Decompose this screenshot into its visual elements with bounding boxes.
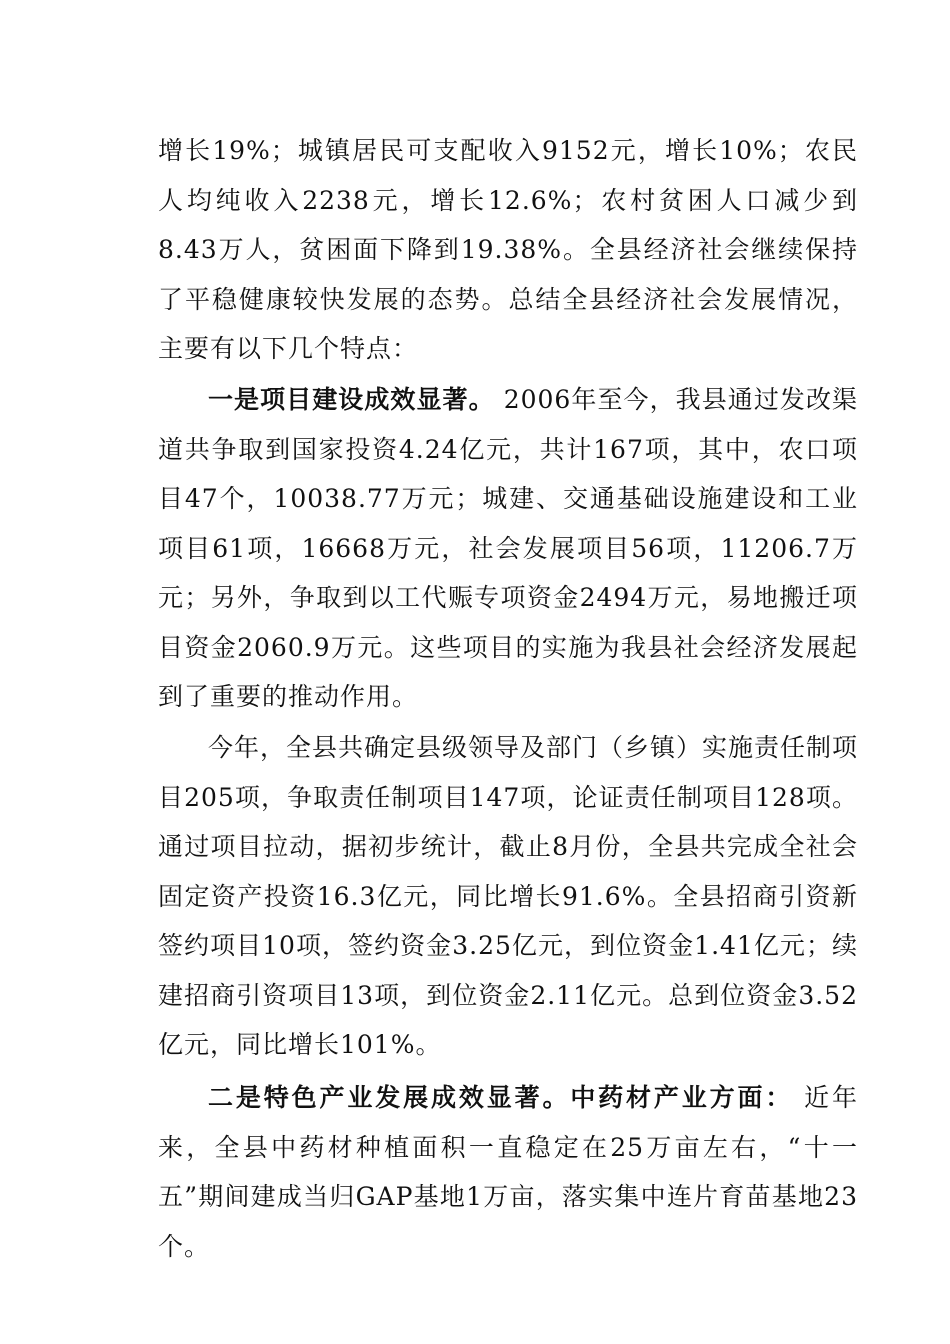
paragraph-4-text: 近年来，全县中药材种植面积一直稳定在25万亩左右，“十一五”期间建成当归GAP基地1万亩，落实集中连片育苗基地23个。 <box>158 1083 858 1261</box>
paragraph-2-text: 2006年至今，我县通过发改渠道共争取到国家投资4.24亿元，共计167项，其中，农口项目47个，10038.77万元；城建、交通基础设施建设和工业项目61项，16668万元，社会发展项目56项，11206.7万元；另外，争取到以工代赈专项资金2494万元，易地搬迁项目资金2060.9万元。这些项目的实施为我县社会经济发展起到了重要的推动作用。 <box>158 385 858 711</box>
paragraph-4 <box>158 1073 858 1271</box>
paragraph-2 <box>158 375 858 722</box>
paragraph-3-text: 今年，全县共确定县级领导及部门（乡镇）实施责任制项目205项，争取责任制项目147项，论证责任制项目128项。通过项目拉动，据初步统计，截止8月份，全县共完成全社会固定资产投资16.3亿元，同比增长91.6%。全县招商引资新签约项目10项，签约资金3.25亿元，到位资金1.41亿元；续建招商引资项目13项，到位资金2.11亿元。总到位资金3.52亿元，同比增长101%。 <box>158 733 859 1059</box>
paragraph-4-heading: 二是特色产业发展成效显著。中药材产业方面： <box>208 1083 794 1112</box>
paragraph-1-text: 增长19%；城镇居民可支配收入9152元，增长10%；农民人均纯收入2238元，增长12.6%；农村贫困人口减少到8.43万人，贫困面下降到19.38%。全县经济社会继续保持了平稳健康较快发展的态势。总结全县经济社会发展情况，主要有以下几个特点： <box>158 136 858 363</box>
paragraph-2-heading: 一是项目建设成效显著。 <box>208 385 495 414</box>
paragraph-1 <box>158 126 858 374</box>
paragraph-3 <box>158 723 858 1070</box>
